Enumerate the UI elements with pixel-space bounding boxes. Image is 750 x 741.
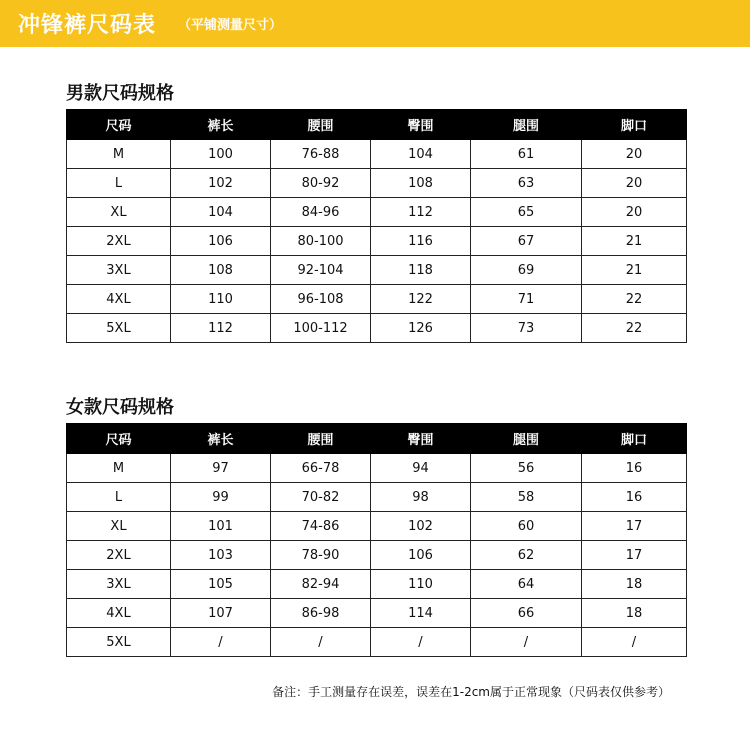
table-cell: 62 bbox=[471, 541, 582, 570]
table-cell: / bbox=[471, 628, 582, 657]
table-cell: 3XL bbox=[67, 256, 171, 285]
table-cell: 104 bbox=[371, 140, 471, 169]
table-cell: 22 bbox=[582, 285, 687, 314]
table-cell: 63 bbox=[471, 169, 582, 198]
table-cell: 70-82 bbox=[271, 483, 371, 512]
table-cell: 114 bbox=[371, 599, 471, 628]
table-row bbox=[67, 541, 687, 570]
table-cell: 100-112 bbox=[271, 314, 371, 343]
column-header: 腰围 bbox=[271, 110, 371, 140]
table-cell: 69 bbox=[471, 256, 582, 285]
table-row bbox=[67, 512, 687, 541]
table-cell: 110 bbox=[171, 285, 271, 314]
footnote: 备注：手工测量存在误差，误差在1-2cm属于正常现象（尺码表仅供参考） bbox=[272, 685, 670, 699]
table-cell: 126 bbox=[371, 314, 471, 343]
table-row bbox=[67, 454, 687, 483]
table-cell: 56 bbox=[471, 454, 582, 483]
table-header-row bbox=[67, 110, 687, 140]
table-cell: 4XL bbox=[67, 285, 171, 314]
table-row bbox=[67, 256, 687, 285]
table-cell: 78-90 bbox=[271, 541, 371, 570]
table-cell: / bbox=[171, 628, 271, 657]
table-row bbox=[67, 483, 687, 512]
table-cell: 4XL bbox=[67, 599, 171, 628]
table-cell: 66-78 bbox=[271, 454, 371, 483]
page-subtitle: （平铺测量尺寸） bbox=[178, 18, 283, 33]
table-cell: 16 bbox=[582, 483, 687, 512]
header-bar bbox=[0, 0, 750, 47]
table-cell: 67 bbox=[471, 227, 582, 256]
table-cell: 116 bbox=[371, 227, 471, 256]
table-cell: 74-86 bbox=[271, 512, 371, 541]
column-header: 裤长 bbox=[171, 424, 271, 454]
table-cell: 112 bbox=[371, 198, 471, 227]
table-cell: 118 bbox=[371, 256, 471, 285]
table-row bbox=[67, 570, 687, 599]
table-cell: 21 bbox=[582, 256, 687, 285]
table-cell: 20 bbox=[582, 169, 687, 198]
table-cell: 17 bbox=[582, 541, 687, 570]
table-cell: M bbox=[67, 140, 171, 169]
table-cell: 80-92 bbox=[271, 169, 371, 198]
table-cell: 94 bbox=[371, 454, 471, 483]
table-cell: 98 bbox=[371, 483, 471, 512]
column-header: 尺码 bbox=[67, 110, 171, 140]
table-cell: 99 bbox=[171, 483, 271, 512]
table-cell: 101 bbox=[171, 512, 271, 541]
men-section-title: 男款尺码规格 bbox=[66, 83, 174, 104]
table-cell: 102 bbox=[171, 169, 271, 198]
table-cell: 102 bbox=[371, 512, 471, 541]
table-cell: 21 bbox=[582, 227, 687, 256]
table-cell: / bbox=[271, 628, 371, 657]
column-header: 尺码 bbox=[67, 424, 171, 454]
table-cell: 92-104 bbox=[271, 256, 371, 285]
column-header: 腿围 bbox=[471, 110, 582, 140]
table-cell: 2XL bbox=[67, 227, 171, 256]
table-cell: 5XL bbox=[67, 314, 171, 343]
table-row bbox=[67, 599, 687, 628]
table-cell: L bbox=[67, 483, 171, 512]
table-cell: M bbox=[67, 454, 171, 483]
column-header: 脚口 bbox=[582, 424, 687, 454]
table-cell: 58 bbox=[471, 483, 582, 512]
table-cell: 108 bbox=[171, 256, 271, 285]
column-header: 臀围 bbox=[371, 110, 471, 140]
table-cell: 112 bbox=[171, 314, 271, 343]
table-cell: 76-88 bbox=[271, 140, 371, 169]
table-cell: 22 bbox=[582, 314, 687, 343]
table-cell: 84-96 bbox=[271, 198, 371, 227]
table-cell: 103 bbox=[171, 541, 271, 570]
table-cell: 20 bbox=[582, 198, 687, 227]
table-row bbox=[67, 198, 687, 227]
table-cell: 71 bbox=[471, 285, 582, 314]
table-cell: 66 bbox=[471, 599, 582, 628]
table-row bbox=[67, 285, 687, 314]
women-section-title: 女款尺码规格 bbox=[66, 397, 174, 418]
table-cell: 110 bbox=[371, 570, 471, 599]
table-cell: 108 bbox=[371, 169, 471, 198]
table-cell: 20 bbox=[582, 140, 687, 169]
table-cell: 64 bbox=[471, 570, 582, 599]
table-cell: 86-98 bbox=[271, 599, 371, 628]
page-title: 冲锋裤尺码表 bbox=[18, 13, 157, 38]
column-header: 臀围 bbox=[371, 424, 471, 454]
table-cell: 16 bbox=[582, 454, 687, 483]
table-cell: 104 bbox=[171, 198, 271, 227]
table-cell: 60 bbox=[471, 512, 582, 541]
table-header-row bbox=[67, 424, 687, 454]
table-cell: 17 bbox=[582, 512, 687, 541]
table-cell: 97 bbox=[171, 454, 271, 483]
table-cell: 122 bbox=[371, 285, 471, 314]
table-cell: 73 bbox=[471, 314, 582, 343]
column-header: 腿围 bbox=[471, 424, 582, 454]
column-header: 裤长 bbox=[171, 110, 271, 140]
table-cell: 100 bbox=[171, 140, 271, 169]
table-cell: 82-94 bbox=[271, 570, 371, 599]
table-cell: 106 bbox=[171, 227, 271, 256]
table-row bbox=[67, 628, 687, 657]
table-cell: 3XL bbox=[67, 570, 171, 599]
table-cell: 61 bbox=[471, 140, 582, 169]
column-header: 腰围 bbox=[271, 424, 371, 454]
table-row bbox=[67, 140, 687, 169]
table-cell: 105 bbox=[171, 570, 271, 599]
table-cell: XL bbox=[67, 512, 171, 541]
table-row bbox=[67, 227, 687, 256]
men-size-table bbox=[66, 109, 687, 343]
women-size-table bbox=[66, 423, 687, 657]
table-cell: / bbox=[371, 628, 471, 657]
table-cell: 18 bbox=[582, 599, 687, 628]
table-cell: 5XL bbox=[67, 628, 171, 657]
table-cell: 107 bbox=[171, 599, 271, 628]
table-cell: 65 bbox=[471, 198, 582, 227]
table-cell: L bbox=[67, 169, 171, 198]
table-cell: / bbox=[582, 628, 687, 657]
table-row bbox=[67, 169, 687, 198]
table-cell: 96-108 bbox=[271, 285, 371, 314]
table-cell: 80-100 bbox=[271, 227, 371, 256]
table-cell: XL bbox=[67, 198, 171, 227]
table-row bbox=[67, 314, 687, 343]
column-header: 脚口 bbox=[582, 110, 687, 140]
table-cell: 106 bbox=[371, 541, 471, 570]
table-cell: 2XL bbox=[67, 541, 171, 570]
table-cell: 18 bbox=[582, 570, 687, 599]
